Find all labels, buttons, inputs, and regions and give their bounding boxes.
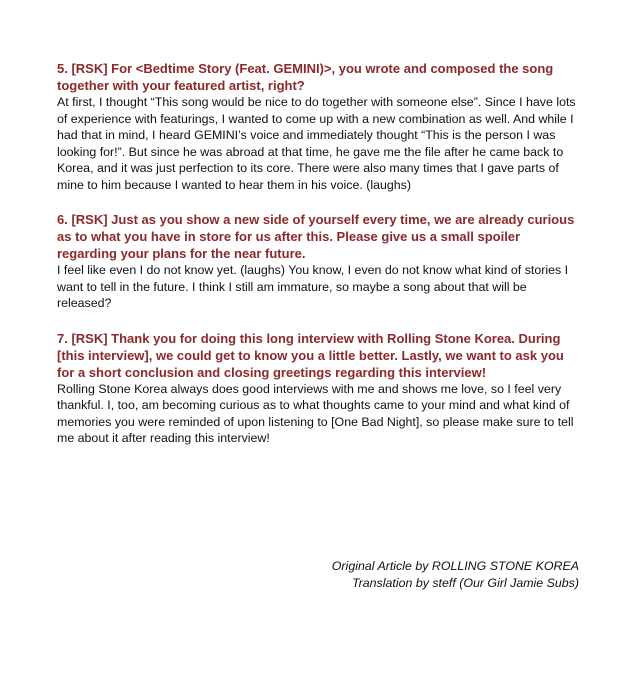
qa-item-6: [57, 211, 581, 312]
question-5: 5. [RSK] For <Bedtime Story (Feat. GEMINI)>, you wrote and composed the song together with your featured artist, right?: [57, 61, 554, 93]
original-article-credit: Original Article by ROLLING STONE KOREA: [331, 559, 579, 573]
answer-7: Rolling Stone Korea always does good interviews with me and shows me love, so I feel very thankful. I, too, am becoming curious as to what thoughts came to your mind and what kind of memories you were reminded of upon listening to [One Bad Night], so please make sure to tell me about it after reading this interview!: [57, 381, 574, 445]
question-6: 6. [RSK] Just as you show a new side of yourself every time, we are already curious as to what you have in store for us after this. Please give us a small spoiler regarding your plans for the near future.: [57, 212, 575, 261]
answer-5: At first, I thought “This song would be nice to do together with someone else”. Since I have lots of experience with featurings, I wanted to come up with a new combination as well. And while I had that in mind, I heard GEMINI’s voice and immediately thought “This is the person I was looking for!”. But since he was abroad at that time, he gave me the file after he came back to Korea, and it was just perfection to its core. There were also many times that I gave parts of mine to him because I wanted to hear them in his voice. (laughs): [57, 95, 576, 192]
interview-content: [57, 60, 581, 465]
credits: [332, 558, 579, 592]
translation-credit: Translation by steff (Our Girl Jamie Subs): [352, 576, 579, 590]
qa-item-5: [57, 60, 581, 193]
qa-item-7: [57, 330, 581, 447]
question-7: 7. [RSK] Thank you for doing this long interview with Rolling Stone Korea. During [this interview], we could get to know you a little better. Lastly, we want to ask you for a short conclusion and closing greetings regarding this interview!: [57, 330, 564, 380]
answer-6: I feel like even I do not know yet. (laughs) You know, I even do not know what kind of stories I want to tell in the future. I think I still am immature, so maybe a song about that will be released?: [57, 263, 569, 310]
